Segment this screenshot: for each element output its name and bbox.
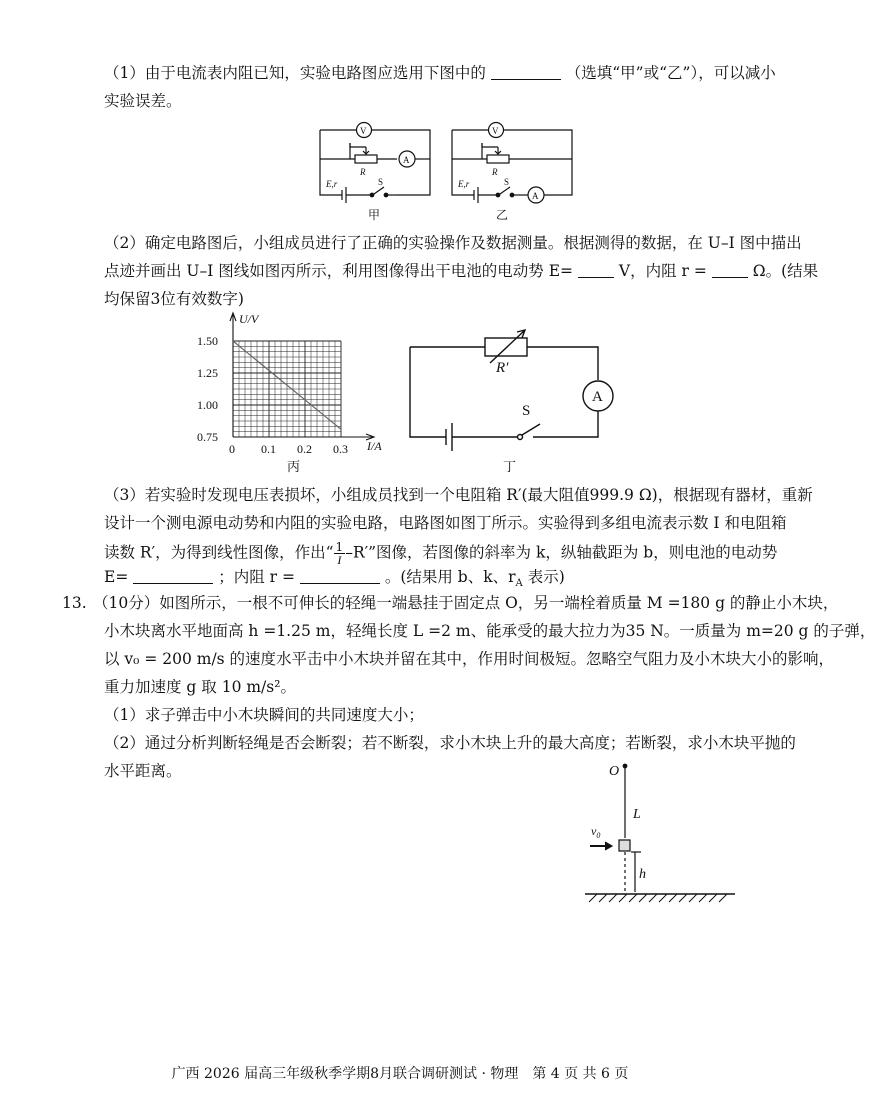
voltmeter-label-jia: V (360, 126, 367, 136)
part3-sub-A: A (515, 578, 523, 590)
voltmeter-label-yi: V (492, 126, 499, 136)
answer-blank-E[interactable] (133, 568, 213, 584)
ui-graph-bing (195, 307, 395, 475)
part2-text-a: 点迹并画出 U–I 图线如图丙所示，利用图像得出干电池的电动势 E= (104, 262, 574, 280)
wooden-block (619, 840, 630, 851)
point-O-label: O (609, 764, 620, 779)
y-tick-label: 1.50 (197, 334, 218, 348)
circuit-yi (452, 123, 572, 204)
caption-yi: 乙 (496, 208, 509, 222)
ammeter-label-ding: A (592, 389, 603, 405)
x-tick-label: 0.2 (297, 442, 312, 456)
q13-number: 13. (62, 594, 87, 612)
caption-ding: 丁 (503, 459, 517, 474)
part2-text-c: Ω。(结果 (752, 262, 819, 280)
caption-jia: 甲 (368, 208, 381, 222)
fraction-1-over-I (334, 541, 346, 566)
x-tick-label: 0 (229, 442, 235, 456)
part3-line3 (104, 541, 777, 566)
part3-text-e: E= (104, 568, 129, 586)
part3-line1: （3）若实验时发现电压表损坏，小组成员找到一个电阻箱 R′(最大阻值999.9 Ω)，根据现有器材，重新 (104, 486, 813, 504)
switch-label-ding: S (522, 403, 531, 419)
x-tick-label: 0.3 (333, 442, 348, 456)
y-axis (230, 313, 236, 437)
circuit-diagrams-jia-yi (300, 115, 600, 225)
resistor-label-yi: R (492, 167, 498, 177)
length-L-label: L (633, 807, 641, 822)
battery-label-yi: E,r (458, 179, 470, 189)
v0-label: $v_0$ (591, 824, 601, 840)
part1-text-b: （选填“甲”或“乙”），可以减小 (565, 64, 776, 82)
part3-text-b: –R′”图像，若图像的斜率为 k，纵轴截距为 b，则电池的电动势 (345, 543, 778, 562)
q13-sub2-line1: （2）通过分析判断轻绳是否会断裂；若不断裂，求小木块上升的最大高度；若断裂，求小木块平抛的 (104, 734, 796, 752)
part3-text-a: 读数 R′，为得到线性图像，作出“ (104, 543, 334, 562)
graph-xlabel: I/A (367, 439, 382, 453)
part2-line2 (104, 261, 818, 281)
fraction-numerator: 1 (335, 540, 344, 554)
q13-line4: 重力加速度 g 取 10 m/s²。 (104, 678, 296, 696)
switch-label-yi: S (504, 177, 510, 187)
part2-line1: （2）确定电路图后，小组成员进行了正确的实验操作及数据测量。根据测得的数据，在 U–I 图中描出 (104, 234, 802, 252)
answer-blank-emf[interactable] (578, 262, 614, 278)
q13-sub2-line2: 水平距离。 (104, 762, 182, 780)
part2-text-b: V，内阻 r = (618, 262, 707, 280)
part3-line4 (104, 567, 565, 594)
q13-line1: （10分）如图所示，一根不可伸长的轻绳一端悬挂于固定点 O，另一端栓着质量 M =180 g 的静止小木块， (93, 594, 839, 612)
part1-text-a: （1）由于电流表内阻已知，实验电路图应选用下图中的 (104, 64, 486, 82)
part3-text-c: 。(结果用 b、k、r (384, 568, 516, 586)
graph-grid (233, 341, 341, 437)
page-footer: 广西 2026 届高三年级秋季学期8月联合调研测试 · 物理 第 4 页 共 6 页 (171, 1066, 629, 1082)
circuit-jia (320, 123, 430, 204)
part3-text-r: ；内阻 r = (218, 568, 295, 586)
q13-sub1: （1）求子弹击中小木块瞬间的共同速度大小； (104, 706, 424, 724)
x-tick-label: 0.1 (261, 442, 276, 456)
answer-blank-r2[interactable] (300, 568, 380, 584)
switch-label-jia: S (378, 177, 384, 187)
part1-line2: 实验误差。 (104, 92, 182, 110)
ammeter-label-jia: A (403, 155, 410, 165)
part3-line2: 设计一个测电源电动势和内阻的实验电路，电路图如图丁所示。实验得到多组电流表示数 I 和电阻箱 (104, 514, 787, 532)
x-axis (233, 434, 374, 440)
height-h-label: h (639, 867, 646, 882)
battery-label-jia: E,r (326, 179, 338, 189)
circuit-ding (400, 325, 620, 475)
rheostat-label: R′ (496, 360, 509, 376)
graph-ylabel: U/V (239, 312, 259, 326)
y-tick-label: 1.25 (197, 366, 218, 380)
answer-blank-r[interactable] (712, 262, 748, 278)
part1-line1 (104, 63, 776, 83)
graph-caption: 丙 (287, 459, 301, 474)
q13-line3: 以 v₀ = 200 m/s 的速度水平击中小木块并留在其中，作用时间极短。忽略空气阻力及小木块大小的影响， (104, 650, 835, 668)
pendulum-figure (585, 760, 745, 910)
fraction-denominator: I (337, 553, 342, 567)
y-tick-label: 1.00 (197, 398, 218, 412)
part2-line3: 均保留3位有效数字) (104, 290, 244, 308)
part3-text-d: 表示) (522, 568, 565, 586)
q13-line2: 小木块离水平地面高 h =1.25 m，轻绳长度 L =2 m、能承受的最大拉力为35 N。一质量为 m=20 g 的子弹， (104, 622, 875, 640)
y-tick-label: 0.75 (197, 430, 218, 444)
ammeter-label-yi: A (532, 191, 539, 201)
resistor-label-jia: R (360, 167, 366, 177)
answer-blank-1[interactable] (491, 64, 561, 80)
